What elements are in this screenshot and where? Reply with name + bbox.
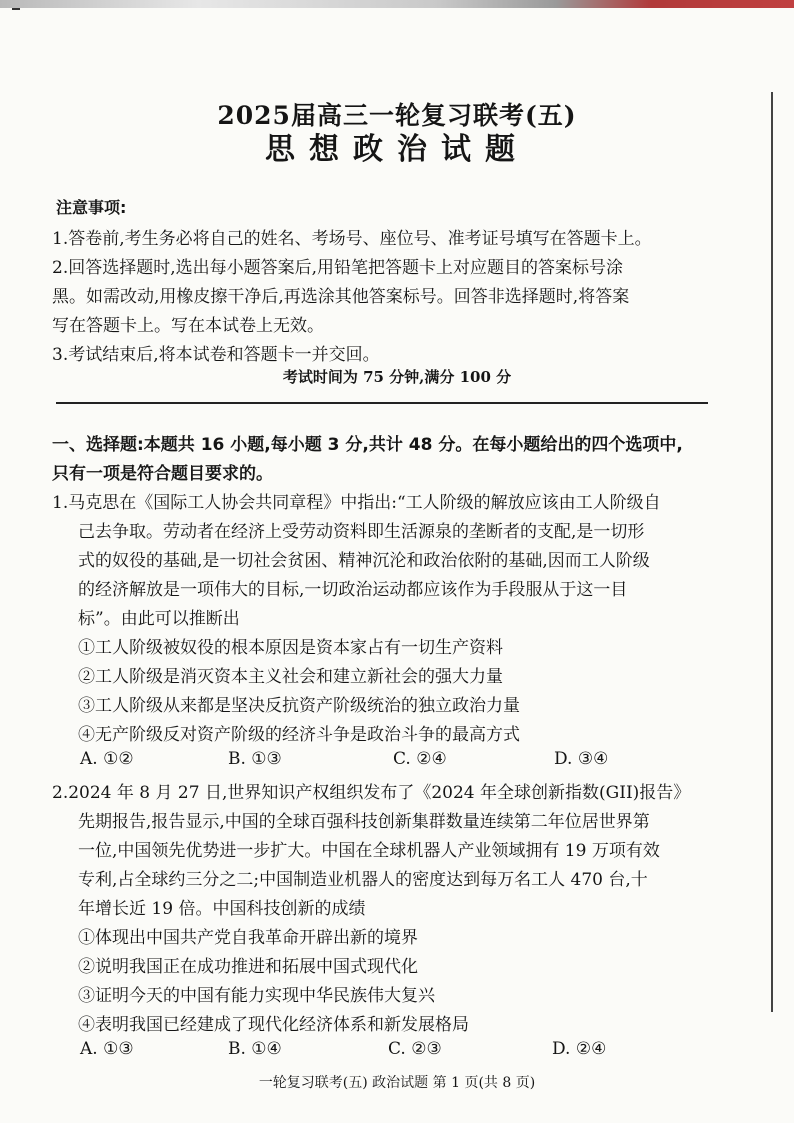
question-stem-line: 先期报告,报告显示,中国的全球百强科技创新集群数量连续第二年位居世界第 (78, 812, 650, 832)
statement-item: ①体现出中国共产党自我革命开辟出新的境界 (78, 928, 418, 948)
question-stem-line: 一位,中国领先优势进一步扩大。中国在全球机器人产业领域拥有 19 万项有效 (78, 841, 660, 861)
option-b[interactable]: B. ①③ (228, 749, 282, 769)
option-c[interactable]: C. ②④ (393, 749, 447, 769)
question-stem-line: 2.2024 年 8 月 27 日,世界知识产权组织发布了《2024 年全球创新指数(GII)报告》 (52, 783, 691, 803)
page-footer: 一轮复习联考(五) 政治试题 第 1 页(共 8 页) (258, 1075, 536, 1091)
question-stem-line: 1.马克思在《国际工人协会共同章程》中指出:“工人阶级的解放应该由工人阶级自 (52, 493, 661, 513)
divider (56, 402, 708, 404)
notice-line: 1.答卷前,考生务必将自己的姓名、考场号、座位号、准考证号填写在答题卡上。 (52, 229, 652, 249)
notice-line: 写在答题卡上。写在本试卷上无效。 (52, 316, 324, 336)
statement-item: ④无产阶级反对资产阶级的经济斗争是政治斗争的最高方式 (78, 725, 520, 745)
exam-title: 2025届高三一轮复习联考(五) (217, 101, 577, 130)
exam-time-info: 考试时间为 75 分钟,满分 100 分 (282, 368, 512, 386)
option-d[interactable]: D. ③④ (554, 749, 609, 769)
question-stem-line: 的经济解放是一项伟大的目标,一切政治运动都应该作为手段服从于这一目 (78, 580, 628, 600)
statement-item: ③证明今天的中国有能力实现中华民族伟大复兴 (78, 986, 435, 1006)
option-a[interactable]: A. ①② (80, 749, 134, 769)
statement-item: ①工人阶级被奴役的根本原因是资本家占有一切生产资料 (78, 638, 503, 658)
notice-line: 黑。如需改动,用橡皮擦干净后,再选涂其他答案标号。回答非选择题时,将答案 (52, 287, 630, 307)
notice-line: 2.回答选择题时,选出每小题答案后,用铅笔把答题卡上对应题目的答案标号涂 (52, 258, 624, 278)
notice-heading: 注意事项: (56, 198, 127, 217)
question-stem-line: 式的奴役的基础,是一切社会贫困、精神沉沦和政治依附的基础,因而工人阶级 (78, 551, 650, 571)
question-stem-line: 年增长近 19 倍。中国科技创新的成绩 (78, 899, 366, 919)
option-d[interactable]: D. ②④ (552, 1039, 607, 1059)
statement-item: ②说明我国正在成功推进和拓展中国式现代化 (78, 957, 418, 977)
scan-mark (12, 8, 20, 10)
statement-item: ③工人阶级从来都是坚决反抗资产阶级统治的独立政治力量 (78, 696, 520, 716)
option-b[interactable]: B. ①④ (228, 1039, 282, 1059)
subject-title: 思想政治试题 (265, 132, 529, 167)
section-heading: 一、选择题:本题共 16 小题,每小题 3 分,共计 48 分。在每小题给出的四个选项中, (52, 435, 683, 455)
statement-item: ④表明我国已经建成了现代化经济体系和新发展格局 (78, 1015, 469, 1035)
option-a[interactable]: A. ①③ (80, 1039, 134, 1059)
option-c[interactable]: C. ②③ (388, 1039, 442, 1059)
question-stem-line: 己去争取。劳动者在经济上受劳动资料即生活源泉的垄断者的支配,是一切形 (78, 522, 645, 542)
scan-top-edge (0, 0, 794, 8)
notice-line: 3.考试结束后,将本试卷和答题卡一并交回。 (52, 345, 380, 365)
question-stem-line: 专利,占全球约三分之二;中国制造业机器人的密度达到每万名工人 470 台,十 (78, 870, 648, 890)
question-stem-line: 标”。由此可以推断出 (78, 609, 240, 629)
binding-line (771, 92, 773, 1012)
statement-item: ②工人阶级是消灭资本主义社会和建立新社会的强大力量 (78, 667, 503, 687)
section-heading: 只有一项是符合题目要求的。 (52, 464, 273, 484)
